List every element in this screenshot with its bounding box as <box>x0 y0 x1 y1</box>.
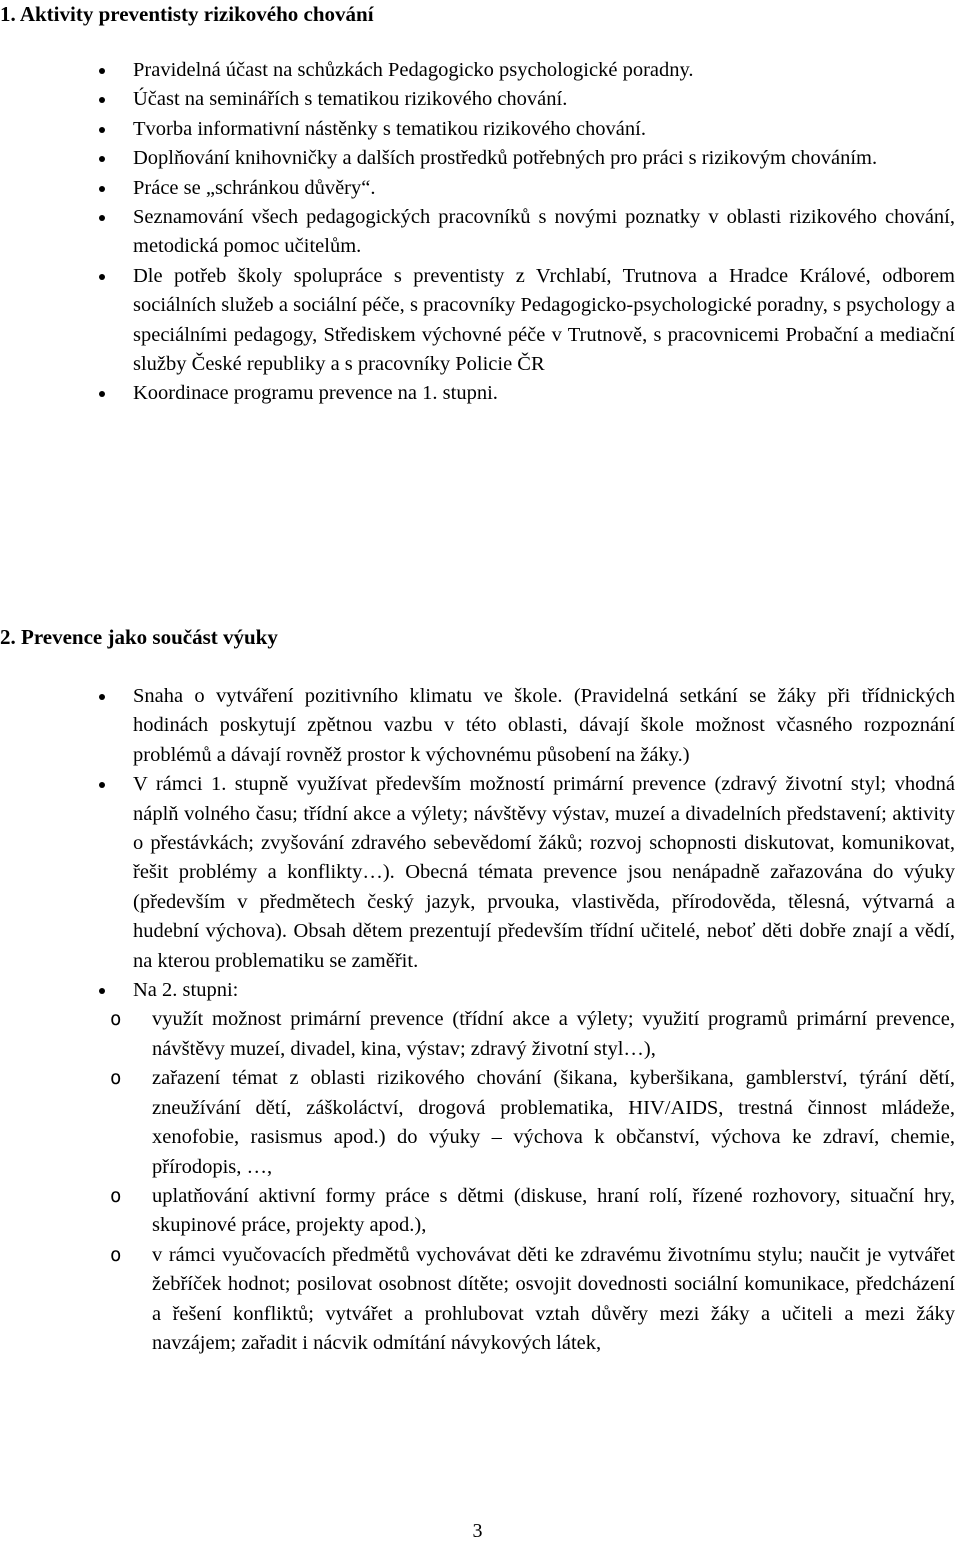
sublist-item: o využít možnost primární prevence (třídní akce a výlety; využití programů primární prevence, návštěvy muzeí, divadel, kina, výstav; zdravý životní styl…), <box>0 1005 955 1064</box>
page-number: 3 <box>472 1520 483 1542</box>
sublist-item: o zařazení témat z oblasti rizikového chování (šikana, kyberšikana, gamblerství, týrání dětí, zneužívání dětí, záškoláctví, drogová problematika, HIV/AIDS, trestná činnost mládeže, xenofobie, rasismus apod.) do výuky – výchova k občanství, výchova ke zdraví, chemie, přírodopis, …, <box>0 1064 955 1182</box>
list-item: Seznamování všech pedagogických pracovníků s novými poznatky v oblasti rizikového chování, metodická pomoc učitelům. <box>0 203 955 262</box>
list-item: Účast na seminářích s tematikou rizikového chování. <box>0 85 955 114</box>
list-item: Doplňování knihovničky a dalších prostředků potřebných pro práci s rizikovým chováním. <box>0 144 955 173</box>
list-item: Snaha o vytváření pozitivního klimatu ve škole. (Pravidelná setkání se žáky při třídnických hodinách poskytují zpětnou vazbu v této oblasti, dávají škole možnost včasného rozpoznání problémů a dávají rovněž prostor k výchovnému působení na žáky.) <box>0 682 955 770</box>
section-2-sublist <box>0 1005 955 1358</box>
list-item: V rámci 1. stupně využívat především možností primární prevence (zdravý životní styl; vhodná náplň volného času; třídní akce a výlety; návštěvy výstav, muzeí a divadelních představení; aktivity o přestávkách; zvyšování zdravého sebevědomí žáků; rozvoj schopnosti diskutovat, komunikovat, řešit problémy a konflikty…). Obecná témata prevence jsou nenápadně zařazována do výuky (především v předmětech český jazyk, prvouka, vlastivěda, přírodověda, tělesná, výtvarná a hudební výchova). Obsah dětem prezentují především třídní učitelé, neboť děti dobře znají a vědí, na kterou problematiku se zaměřit. <box>0 770 955 976</box>
list-item: Koordinace programu prevence na 1. stupni. <box>0 379 955 408</box>
list-item-with-sublist <box>0 976 955 1358</box>
list-item-label: Na 2. stupni: <box>133 979 239 1002</box>
list-item: Pravidelná účast na schůzkách Pedagogicko psychologické poradny. <box>0 56 955 85</box>
section-2-heading: 2. Prevence jako součást výuky <box>0 625 278 649</box>
list-item: Tvorba informativní nástěnky s tematikou rizikového chování. <box>0 115 955 144</box>
section-1-heading: 1. Aktivity preventisty rizikového chování <box>0 2 374 26</box>
list-item: Dle potřeb školy spolupráce s preventisty z Vrchlabí, Trutnova a Hradce Králové, odborem sociálních služeb a sociální péče, s pracovníky Pedagogicko-psychologické poradny, s psychology a speciálními pedagogy, Střediskem výchovné péče v Trutnově, s pracovnicemi Probační a mediační služby České republiky a s pracovníky Policie ČR <box>0 262 955 380</box>
sublist-item: o v rámci vyučovacích předmětů vychovávat děti ke zdravému životnímu stylu; naučit je vytvářet žebříček hodnot; posilovat osobnost dítěte; osvojit dovednosti sociální komunikace, předcházení a řešení konfliktů; vytvářet a prohlubovat vztah důvěry mezi žáky a učiteli a mezi žáky navzájem; zařadit i nácvik odmítání návykových látek, <box>0 1241 955 1359</box>
section-1-list <box>0 56 955 409</box>
section-2-list <box>0 682 955 1358</box>
list-item: Práce se „schránkou důvěry“. <box>0 174 955 203</box>
sublist-item: o uplatňování aktivní formy práce s dětmi (diskuse, hraní rolí, řízené rozhovory, situační hry, skupinové práce, projekty apod.), <box>0 1182 955 1241</box>
